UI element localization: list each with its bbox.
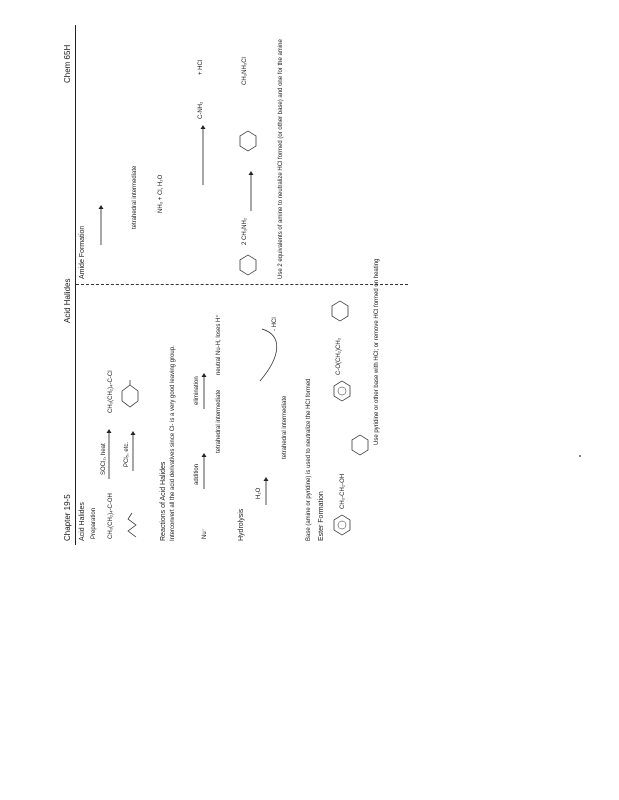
addition-arrow — [201, 453, 207, 489]
reactions-description: Interconvert all the acid derivatives since Cl- is a very good leaving group. — [170, 345, 176, 541]
hydrolysis-arrow-1 — [263, 477, 269, 505]
nh3-reagent: NH₃ + Cl, H₂O — [158, 174, 164, 213]
reactant-acid: CH₃(CH₂)₄-C-OH — [108, 493, 114, 539]
section-acid-halides: Acid Halides — [79, 502, 86, 541]
page-title: Acid Halides — [63, 278, 72, 323]
water-reagent: H₂O — [256, 487, 262, 499]
hcl-byproduct-2: + HCl — [198, 59, 204, 75]
amide-arrow-1 — [98, 205, 104, 245]
preparation-label: Preparation — [91, 507, 97, 539]
cyclohexyl-acyl-chloride — [236, 249, 260, 279]
header-rule — [75, 25, 76, 545]
proton-transfer-curve — [256, 325, 286, 385]
chapter-label: Chapter 19-5 — [63, 494, 72, 541]
tetrahedral-label-3: tetrahedral intermediate — [132, 165, 138, 229]
reaction-arrow-1 — [106, 429, 112, 479]
rotated-content — [60, 25, 580, 545]
elimination-label: elimination — [194, 376, 200, 405]
cyclohexane-acyl-chloride — [118, 379, 142, 413]
column-divider — [76, 284, 408, 285]
amide-arrow-2 — [200, 125, 206, 185]
nucleophile: Nu⁻ — [202, 528, 208, 539]
pyridine-note: Base (amine or pyridine) is used to neutralize the HCl formed — [306, 378, 312, 541]
ester-note: Use pyridine or other base with HCl; or remove HCl formed on heating — [374, 258, 380, 445]
amide-product: C-NH₂ — [198, 101, 204, 119]
pyridinium-ring — [328, 295, 352, 325]
reactions-heading: Reactions of Acid Halides — [160, 461, 167, 541]
cyclohexyl-amide — [236, 125, 260, 155]
cyclo-acid-structure — [122, 499, 142, 539]
amine-salt-product: CH₃NH₃Cl — [242, 57, 248, 85]
addition-label: addition — [194, 463, 200, 485]
ester-heading: Ester Formation — [318, 491, 325, 541]
product-acid-chloride: CH₃(CH₂)₄-C-Cl — [108, 370, 114, 413]
course-label: Chem 65H — [63, 44, 72, 83]
amine-note: Use 2 equivalents of amine to neutralize HCl formed (or other base) and one for the amine — [278, 39, 284, 279]
rotated-content-frame — [60, 25, 580, 545]
tetrahedral-label-1: tetrahedral intermediate — [216, 389, 222, 453]
hcl-byproduct: - HCl — [272, 317, 278, 331]
tetrahedral-label-2: tetrahedral intermediate — [282, 395, 288, 459]
reagent-socl2: SOCl₂, heat — [101, 443, 107, 475]
amine-reagent: 2 CH₃NH₂ — [242, 217, 248, 245]
neutral-nu-note: neutral Nu-H, loses H⁺ — [216, 314, 222, 375]
hydrolysis-heading: Hydrolysis — [238, 508, 245, 541]
ester-product: C-O(CH₂)CH₃ — [336, 337, 342, 375]
pyridine-ring — [348, 429, 372, 459]
reaction-arrow-2 — [130, 431, 136, 471]
elimination-arrow — [201, 373, 207, 409]
reagent-pcl5: PCl₅, etc. — [124, 441, 130, 467]
ester-product-ring — [330, 375, 354, 405]
amine-arrow — [248, 171, 254, 211]
ethanol-reagent: CH₃-CH₂-OH — [340, 473, 346, 509]
amide-heading: Amide Formation — [79, 225, 86, 279]
stray-mark — [579, 455, 581, 457]
benzoyl-chloride-ring — [330, 509, 354, 539]
